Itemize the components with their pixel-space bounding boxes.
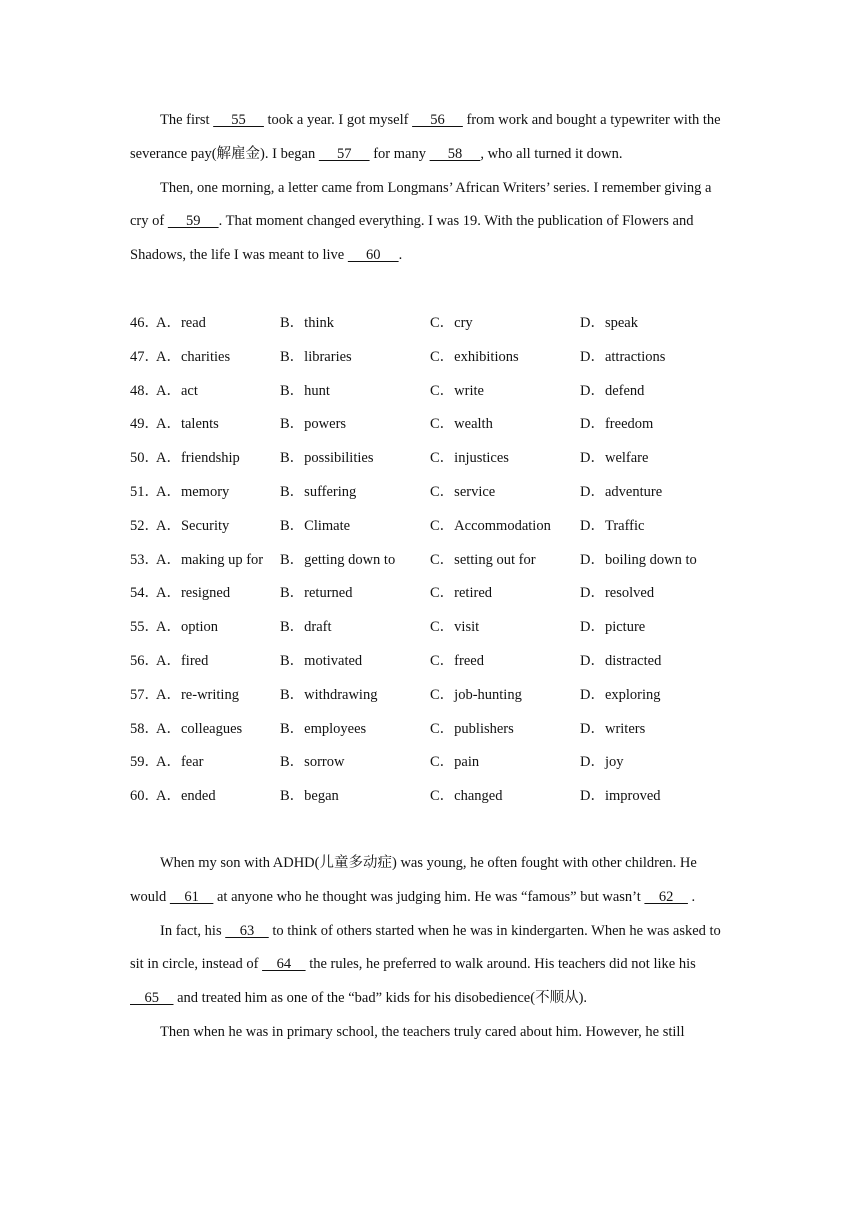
option-c: C．wealth xyxy=(430,416,493,433)
option-b: B．possibilities xyxy=(280,450,374,467)
option-b: B．Climate xyxy=(280,517,351,534)
paragraph xyxy=(130,104,730,172)
option-b: B．returned xyxy=(280,585,353,602)
blank-55: 55 xyxy=(213,112,264,128)
option-d: D．picture xyxy=(580,619,646,636)
question-number: 53． xyxy=(130,551,159,568)
blank-58: 58 xyxy=(429,145,481,162)
option-d: D．speak xyxy=(580,315,638,331)
option-a: A．option xyxy=(156,619,219,636)
option-a: A．resigned xyxy=(156,585,231,602)
question-row xyxy=(130,341,740,375)
blank-64: 64 xyxy=(262,956,306,973)
option-a: A．charities xyxy=(156,348,231,365)
option-a: A．friendship xyxy=(156,450,240,467)
option-b: B．sorrow xyxy=(280,754,345,771)
text: to think of others started when he was in kindergarten. When he was asked to sit in circle, instead of xyxy=(130,922,721,973)
question-number: 47． xyxy=(130,348,159,365)
option-a: A．memory xyxy=(156,483,230,500)
option-d: D．writers xyxy=(580,720,646,737)
paragraph xyxy=(130,172,730,273)
question-row xyxy=(130,780,740,814)
question-row xyxy=(130,408,740,442)
text: . xyxy=(398,247,403,264)
option-d: D．attractions xyxy=(580,348,666,365)
option-a: A．read xyxy=(156,315,206,331)
question-number: 52． xyxy=(130,517,159,534)
text: took a year. I got myself xyxy=(263,112,413,128)
question-row xyxy=(130,713,740,747)
option-b: B．libraries xyxy=(280,348,352,365)
question-row xyxy=(130,544,740,578)
question-number: 48． xyxy=(130,382,159,399)
question-number: 57． xyxy=(130,686,159,703)
blank-57: 57 xyxy=(318,145,370,162)
question-number: 60． xyxy=(130,788,159,805)
text: The first xyxy=(160,112,214,128)
option-a: A．colleagues xyxy=(156,720,243,737)
passage-one xyxy=(130,104,730,273)
option-d: D．distracted xyxy=(580,652,662,669)
option-b: B．motivated xyxy=(280,652,363,669)
text: at anyone who he thought was judging him. He was “famous” but wasn’t xyxy=(213,888,645,905)
option-a: A．re-writing xyxy=(156,686,239,703)
blank-61: 61 xyxy=(169,888,214,905)
question-row xyxy=(130,375,740,409)
question-number: 58． xyxy=(130,720,159,737)
blank-62: 62 xyxy=(644,888,688,905)
text: the rules, he preferred to walk around. His teachers did not like his xyxy=(305,956,696,973)
question-number: 55． xyxy=(130,619,159,636)
option-d: D．improved xyxy=(580,788,661,805)
option-c: C．exhibitions xyxy=(430,348,519,365)
text: . That moment changed everything. I was 19. With the publication of Flowers and Shadows, the life I was meant to live xyxy=(130,213,694,264)
question-row xyxy=(130,476,740,510)
question-number: 50． xyxy=(130,450,159,467)
text: and treated him as one of the “bad” kids for his disobedience(不顺从). xyxy=(173,990,588,1007)
option-d: D．boiling down to xyxy=(580,551,697,568)
question-row xyxy=(130,679,740,713)
question-row xyxy=(130,577,740,611)
question-row xyxy=(130,442,740,476)
text: . xyxy=(687,888,696,905)
option-d: D．adventure xyxy=(580,483,663,500)
option-a: A．Security xyxy=(156,517,230,534)
option-b: B．began xyxy=(280,788,339,805)
question-number: 51． xyxy=(130,483,159,500)
text: for many xyxy=(369,145,430,162)
option-c: C．injustices xyxy=(430,450,509,467)
option-c: C．cry xyxy=(430,315,473,331)
option-c: C．changed xyxy=(430,788,503,805)
option-c: C．pain xyxy=(430,754,480,771)
answer-options xyxy=(130,307,740,814)
paragraph xyxy=(130,847,730,915)
option-b: B．think xyxy=(280,315,334,331)
option-c: C．job-hunting xyxy=(430,686,522,703)
option-d: D．joy xyxy=(580,754,624,771)
option-b: B．suffering xyxy=(280,483,357,500)
blank-59: 59 xyxy=(167,213,219,230)
option-c: C．publishers xyxy=(430,720,514,737)
option-c: C．service xyxy=(430,483,496,500)
question-row xyxy=(130,611,740,645)
blank-65: 65 xyxy=(130,990,174,1007)
text: from work and bought a typewriter with the severance pay(解雇金). I began xyxy=(130,112,721,162)
question-row xyxy=(130,645,740,679)
option-b: B．hunt xyxy=(280,382,330,399)
option-a: A．talents xyxy=(156,416,219,433)
option-d: D．exploring xyxy=(580,686,661,703)
option-a: A．fired xyxy=(156,652,209,669)
option-c: C．visit xyxy=(430,619,480,636)
question-number: 56． xyxy=(130,652,159,669)
option-a: A．act xyxy=(156,382,198,399)
option-c: C．freed xyxy=(430,652,484,669)
blank-63: 63 xyxy=(225,922,269,939)
text: Then, one morning, a letter came from Longmans’ African Writers’ series. I remember giving a cry of xyxy=(130,179,712,230)
paragraph xyxy=(130,1016,730,1050)
option-b: B．getting down to xyxy=(280,551,396,568)
option-d: D．freedom xyxy=(580,416,654,433)
blank-60: 60 xyxy=(347,247,399,264)
option-d: D．defend xyxy=(580,382,645,399)
question-number: 59． xyxy=(130,754,159,771)
option-a: A．ended xyxy=(156,788,216,805)
option-c: C．write xyxy=(430,382,484,399)
question-row xyxy=(130,746,740,780)
blank-56: 56 xyxy=(412,112,463,128)
text: When my son with ADHD(儿童多动症) was young, he often fought with other children. He would xyxy=(130,855,697,905)
option-a: A．fear xyxy=(156,754,204,771)
question-number: 54． xyxy=(130,585,159,602)
option-a: A．making up for xyxy=(156,551,264,568)
question-number: 46． xyxy=(130,315,159,331)
text: In fact, his xyxy=(160,922,226,939)
option-d: D．Traffic xyxy=(580,517,645,534)
question-row xyxy=(130,307,740,341)
text: , who all turned it down. xyxy=(480,145,623,162)
option-b: B．withdrawing xyxy=(280,686,378,703)
option-c: C．setting out for xyxy=(430,551,536,568)
paragraph xyxy=(130,915,730,1016)
question-number: 49． xyxy=(130,416,159,433)
option-b: B．employees xyxy=(280,720,367,737)
option-b: B．powers xyxy=(280,416,347,433)
option-b: B．draft xyxy=(280,619,332,636)
option-c: C．retired xyxy=(430,585,493,602)
question-row xyxy=(130,510,740,544)
option-c: C．Accommodation xyxy=(430,517,551,534)
option-d: D．welfare xyxy=(580,450,649,467)
option-d: D．resolved xyxy=(580,585,655,602)
passage-two xyxy=(130,847,730,1050)
text: Then when he was in primary school, the teachers truly cared about him. However, he still xyxy=(160,1023,685,1040)
